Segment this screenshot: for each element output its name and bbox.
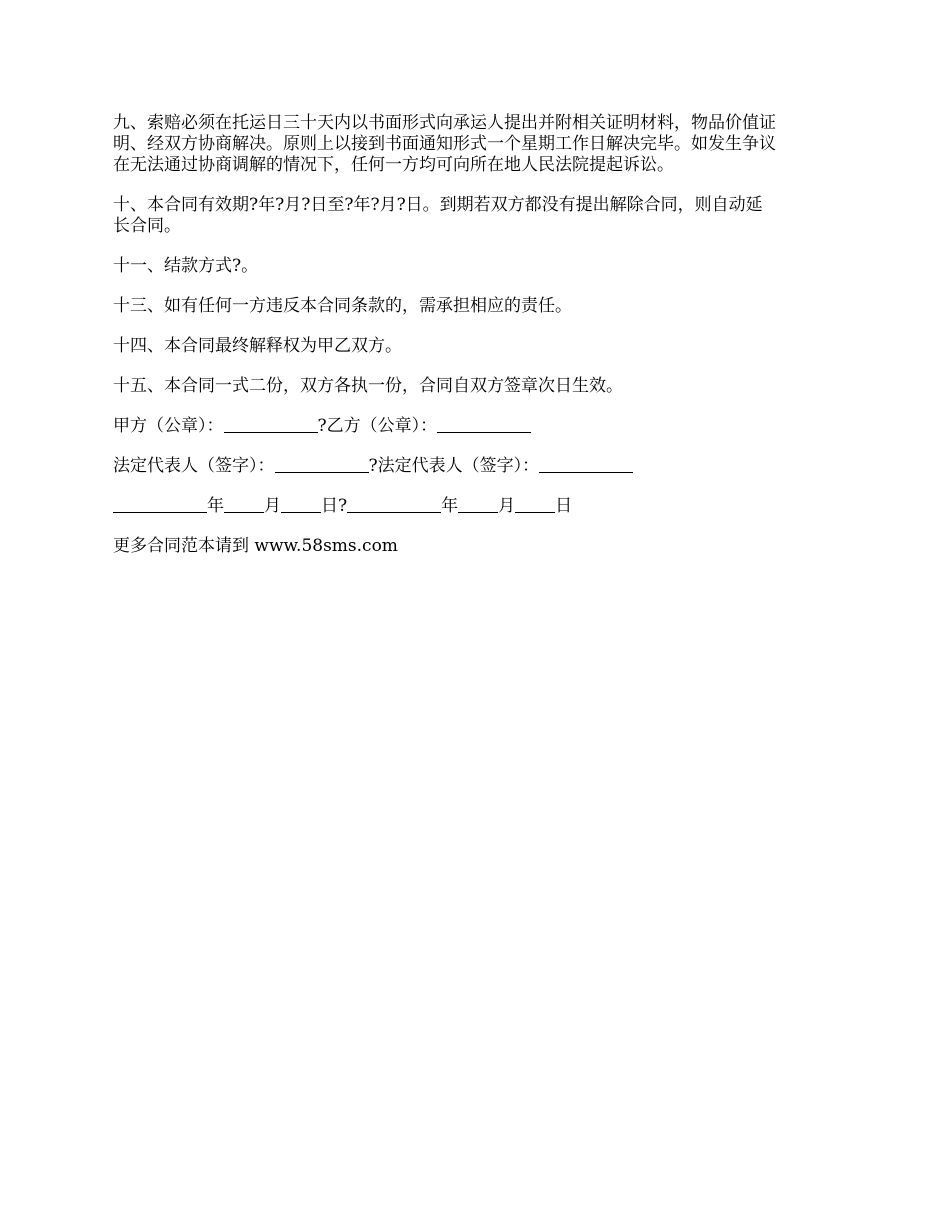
clause-11-line-1: 十一、结款方式?。 xyxy=(113,256,259,276)
representative-row xyxy=(113,456,838,477)
rep-b-label: ?法定代表人（签字）： xyxy=(368,456,540,476)
date-a-year-blank[interactable] xyxy=(113,496,207,513)
clause-10-line-1: 十、本合同有效期?年?月?日至?年?月?日。到期若双方都没有提出解除合同，则自动延 xyxy=(113,195,763,215)
party-b-seal-blank[interactable] xyxy=(437,416,531,433)
date-b-month-label: 月 xyxy=(498,496,516,516)
footer-note xyxy=(113,536,838,557)
date-a-month-label: 月 xyxy=(264,496,281,516)
date-a-day-label: 日? xyxy=(321,496,348,516)
clause-11 xyxy=(113,256,838,277)
party-a-seal-label: 甲方（公章）： xyxy=(113,416,224,436)
clause-15-line-1: 十五、本合同一式二份，双方各执一份，合同自双方签章次日生效。 xyxy=(113,376,623,396)
date-a-day-blank[interactable] xyxy=(281,496,321,513)
rep-b-signature-blank[interactable] xyxy=(539,456,633,473)
clause-15 xyxy=(113,376,838,397)
date-b-day-label: 日 xyxy=(555,496,573,516)
clause-13-line-1: 十三、如有任何一方违反本合同条款的，需承担相应的责任。 xyxy=(113,296,572,316)
date-b-year-label: 年 xyxy=(441,496,459,516)
date-b-month-blank[interactable] xyxy=(458,496,498,513)
party-b-seal-label: ?乙方（公章）： xyxy=(317,416,438,436)
clause-13 xyxy=(113,296,838,317)
clause-9-line-1: 九、索赔必须在托运日三十天内以书面形式向承运人提出并附相关证明材料，物品价值证 xyxy=(113,113,776,133)
date-b-day-blank[interactable] xyxy=(515,496,555,513)
clause-10 xyxy=(113,195,838,237)
footer-text: 更多合同范本请到 www.58sms.com xyxy=(113,536,398,556)
date-a-year-label: 年 xyxy=(207,496,224,516)
clause-14 xyxy=(113,336,838,357)
rep-a-signature-blank[interactable] xyxy=(275,456,369,473)
contract-body xyxy=(113,113,838,576)
date-row xyxy=(113,496,838,517)
rep-a-label: 法定代表人（签字）： xyxy=(113,456,275,476)
clause-10-line-2: 长合同。 xyxy=(113,216,181,236)
party-a-seal-blank[interactable] xyxy=(224,416,318,433)
clause-14-line-1: 十四、本合同最终解释权为甲乙双方。 xyxy=(113,336,402,356)
clause-9-line-2: 明、经双方协商解决。原则上以接到书面通知形式一个星期工作日解决完毕。如发生争议 xyxy=(113,134,776,154)
party-seal-row xyxy=(113,416,838,437)
clause-9 xyxy=(113,113,838,176)
date-b-year-blank[interactable] xyxy=(347,496,441,513)
clause-9-line-3: 在无法通过协商调解的情况下，任何一方均可向所在地人民法院提起诉讼。 xyxy=(113,155,674,175)
date-a-month-blank[interactable] xyxy=(224,496,264,513)
